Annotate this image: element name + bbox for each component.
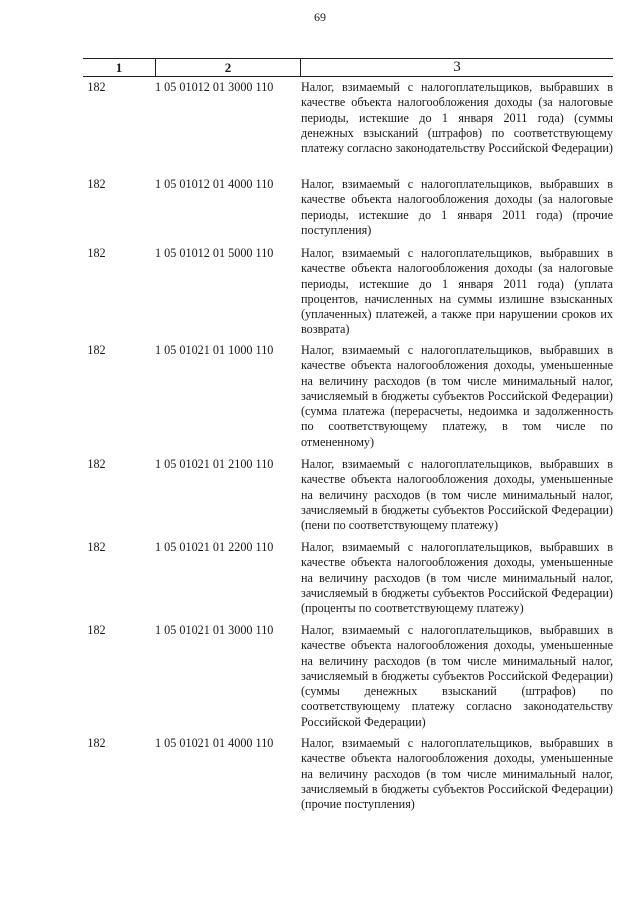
budget-code-cell: 1 05 01012 01 4000 110: [155, 177, 274, 191]
table-header-col-1: 1: [83, 59, 156, 76]
budget-code-cell: 1 05 01021 01 4000 110: [155, 736, 274, 750]
income-name-cell: Налог, взимаемый с налогоплательщиков, выбравших в качестве объекта налогообложения доходы (за налоговые периоды, истекшие до 1 января 2011 года) (суммы денежных взысканий (штрафов) по соответствующему платежу согласно законодательству Российской Федерации): [301, 80, 613, 156]
budget-code-cell: 1 05 01012 01 3000 110: [155, 80, 274, 94]
budget-code-cell: 1 05 01012 01 5000 110: [155, 246, 274, 260]
income-name-cell: Налог, взимаемый с налогоплательщиков, выбравших в качестве объекта налогообложения доходы (за налоговые периоды, истекшие до 1 января 2011 года) (прочие поступления): [301, 177, 613, 237]
budget-code-cell: 1 05 01021 01 2200 110: [155, 540, 274, 554]
admin-code-cell: 182: [87, 177, 106, 191]
admin-code-cell: 182: [87, 343, 106, 357]
income-name-cell: Налог, взимаемый с налогоплательщиков, выбравших в качестве объекта налогообложения доходы, уменьшенные на величину расходов (в том числе минимальный налог, зачисляемый в бюджеты субъектов Российской Федерации) (суммы денежных взысканий (штрафов) по соответствующему платежу согласно законодательству Российской Федерации): [301, 623, 613, 729]
income-name-cell: Налог, взимаемый с налогоплательщиков, выбравших в качестве объекта налогообложения доходы, уменьшенные на величину расходов (в том числе минимальный налог, зачисляемый в бюджеты субъектов Российской Федерации) (проценты по соответствующему платежу): [301, 540, 613, 616]
income-name-cell: Налог, взимаемый с налогоплательщиков, выбравших в качестве объекта налогообложения доходы, уменьшенные на величину расходов (в том числе минимальный налог, зачисляемый в бюджеты субъектов Российской Федерации) (сумма платежа (перерасчеты, недоимка и задолженность по соответствующему платежу, в том числе по отмененному): [301, 343, 613, 449]
income-name-cell: Налог, взимаемый с налогоплательщиков, выбравших в качестве объекта налогообложения доходы, уменьшенные на величину расходов (в том числе минимальный налог, зачисляемый в бюджеты субъектов Российской Федерации) (прочие поступления): [301, 736, 613, 812]
table-header-col-2: 2: [156, 59, 301, 76]
table-header: [83, 58, 613, 77]
budget-code-cell: 1 05 01021 01 3000 110: [155, 623, 274, 637]
table-header-col-3: 3: [453, 59, 461, 75]
admin-code-cell: 182: [87, 736, 106, 750]
page-number: 69: [314, 10, 326, 24]
budget-code-cell: 1 05 01021 01 2100 110: [155, 457, 274, 471]
income-name-cell: Налог, взимаемый с налогоплательщиков, выбравших в качестве объекта налогообложения доходы (за налоговые периоды, истекшие до 1 января 2011 года) (уплата процентов, начисленных на суммы излишне взысканных (уплаченных) платежей, а также при нарушении сроков их возврата): [301, 246, 613, 337]
budget-code-cell: 1 05 01021 01 1000 110: [155, 343, 274, 357]
admin-code-cell: 182: [87, 246, 106, 260]
admin-code-cell: 182: [87, 80, 106, 94]
income-name-cell: Налог, взимаемый с налогоплательщиков, выбравших в качестве объекта налогообложения доходы, уменьшенные на величину расходов (в том числе минимальный налог, зачисляемый в бюджеты субъектов Российской Федерации) (пени по соответствующему платежу): [301, 457, 613, 533]
admin-code-cell: 182: [87, 623, 106, 637]
admin-code-cell: 182: [87, 540, 106, 554]
admin-code-cell: 182: [87, 457, 106, 471]
